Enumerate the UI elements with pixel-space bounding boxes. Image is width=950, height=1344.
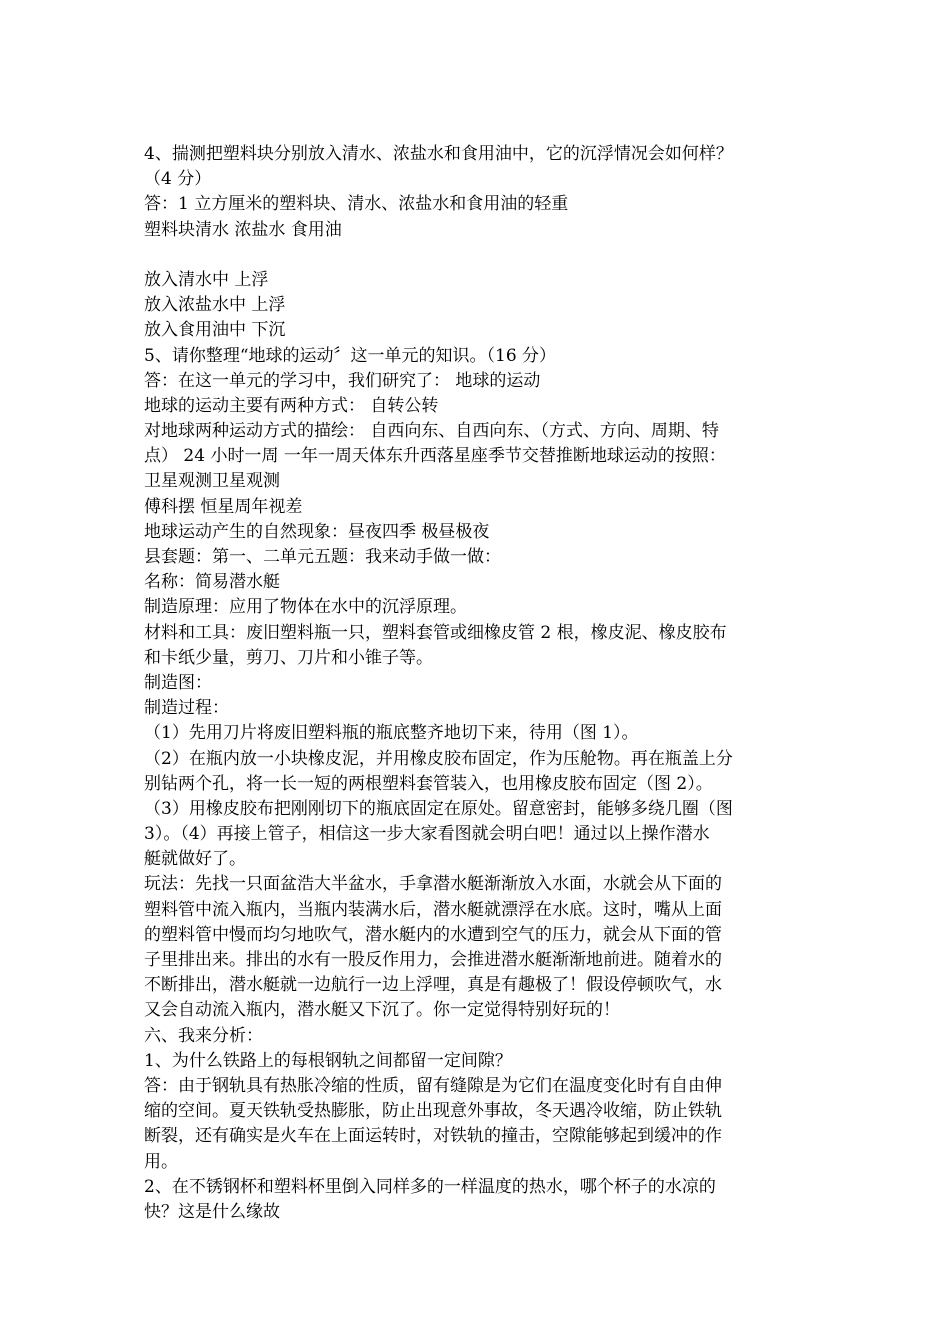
text-line: 缩的空间。夏天铁轨受热膨胀，防止出现意外事故，冬天遇冷收缩，防止铁轨	[144, 1101, 722, 1122]
text-line: 3）。（4）再接上管子，相信这一步大家看图就会明白吧！通过以上操作潜水	[144, 824, 710, 845]
text-line: 又会自动流入瓶内，潜水艇又下沉了。你一定觉得特别好玩的！	[144, 1000, 620, 1021]
text-line: 制造原理：应用了物体在水中的沉浮原理。	[144, 597, 467, 618]
text-line: 塑料块清水 浓盐水 食用油	[144, 219, 342, 240]
text-line: 子里排出来。排出的水有一股反作用力，会推进潜水艇渐渐地前进。随着水的	[144, 950, 722, 970]
text-line: 地球的运动主要有两种方式： 自转公转	[144, 395, 439, 416]
text-line: 断裂，还有确实是火车在上面运转时，对铁轨的撞击，空隙能够起到缓冲的作	[144, 1126, 722, 1147]
text-line: 和卡纸少量，剪刀、刀片和小锥子等。	[144, 647, 433, 668]
text-line: 2、在不锈钢杯和塑料杯里倒入同样多的一样温度的热水，哪个杯子的水凉的	[144, 1176, 716, 1197]
text-line: （2）在瓶内放一小块橡皮泥，并用橡皮胶布固定，作为压舱物。再在瓶盖上分	[144, 748, 733, 769]
text-line: 制造过程：	[144, 698, 229, 719]
text-line: 艇就做好了。	[144, 849, 246, 870]
text-line: 县套题：第一、二单元五题：我来动手做一做：	[144, 547, 501, 567]
text-line: 傅科摆 恒星周年视差	[144, 496, 303, 517]
text-line: 答：1 立方厘米的塑料块、清水、浓盐水和食用油的轻重	[144, 194, 569, 215]
text-line: 不断排出，潜水艇就一边航行一边上浮哩，真是有趣极了！假设停顿吹气，水	[144, 975, 722, 996]
text-line: 5、请你整理“地球的运动〞这一单元的知识。（16 分）	[144, 345, 557, 366]
text-line: （4 分）	[144, 169, 212, 190]
text-line: 地球运动产生的自然现象：昼夜四季 极昼极夜	[144, 521, 490, 542]
text-line: 名称：简易潜水艇	[144, 572, 280, 593]
text-line: 别钻两个孔，将一长一短的两根塑料套管装入，也用橡皮胶布固定（图 2）。	[144, 773, 713, 794]
text-line: 答：在这一单元的学习中，我们研究了： 地球的运动	[144, 370, 541, 391]
text-line: （3）用橡皮胶布把刚刚切下的瓶底固定在原处。留意密封，能够多绕几圈（图	[144, 798, 733, 819]
text-line: 对地球两种运动方式的描绘： 自西向东、自西向东、（方式、方向、周期、特	[144, 421, 719, 442]
text-line: 塑料管中流入瓶内，当瓶内装满水后，潜水艇就漂浮在水底。这时，嘴从上面	[144, 899, 722, 920]
text-line: 材料和工具：废旧塑料瓶一只，塑料套管或细橡皮管 2 根，橡皮泥、橡皮胶布	[144, 622, 727, 643]
text-line: 制造图：	[144, 672, 212, 693]
text-line: 卫星观测卫星观测	[144, 471, 280, 492]
text-line: 答：由于钢轨具有热胀冷缩的性质，留有缝隙是为它们在温度变化时有自由伸	[144, 1075, 722, 1096]
blank-line	[144, 243, 812, 268]
text-line: 放入清水中 上浮	[144, 269, 269, 290]
text-line: 放入食用油中 下沉	[144, 320, 286, 341]
text-line: 的塑料管中慢而均匀地吹气，潜水艇内的水遭到空气的压力，就会从下面的管	[144, 924, 722, 945]
text-line: （1）先用刀片将废旧塑料瓶的瓶底整齐地切下来，待用（图 1）。	[144, 723, 639, 744]
text-line: 玩法：先找一只面盆浩大半盆水，手拿潜水艇渐渐放入水面，水就会从下面的	[144, 874, 722, 895]
text-line: 4、揣测把塑料块分别放入清水、浓盐水和食用油中，它的沉浮情况会如何样？	[144, 144, 733, 164]
text-line: 1、为什么铁路上的每根钢轨之间都留一定间隙？	[144, 1050, 512, 1071]
text-line: 点） 24 小时一周 一年一周天体东升西落星座季节交替推断地球运动的按照：	[144, 446, 726, 467]
text-line: 六、我来分析：	[144, 1025, 263, 1046]
text-line: 放入浓盐水中 上浮	[144, 295, 286, 316]
document-page	[144, 142, 812, 1225]
text-line: 快？这是什么缘故	[144, 1201, 280, 1222]
text-line: 用。	[144, 1151, 178, 1172]
